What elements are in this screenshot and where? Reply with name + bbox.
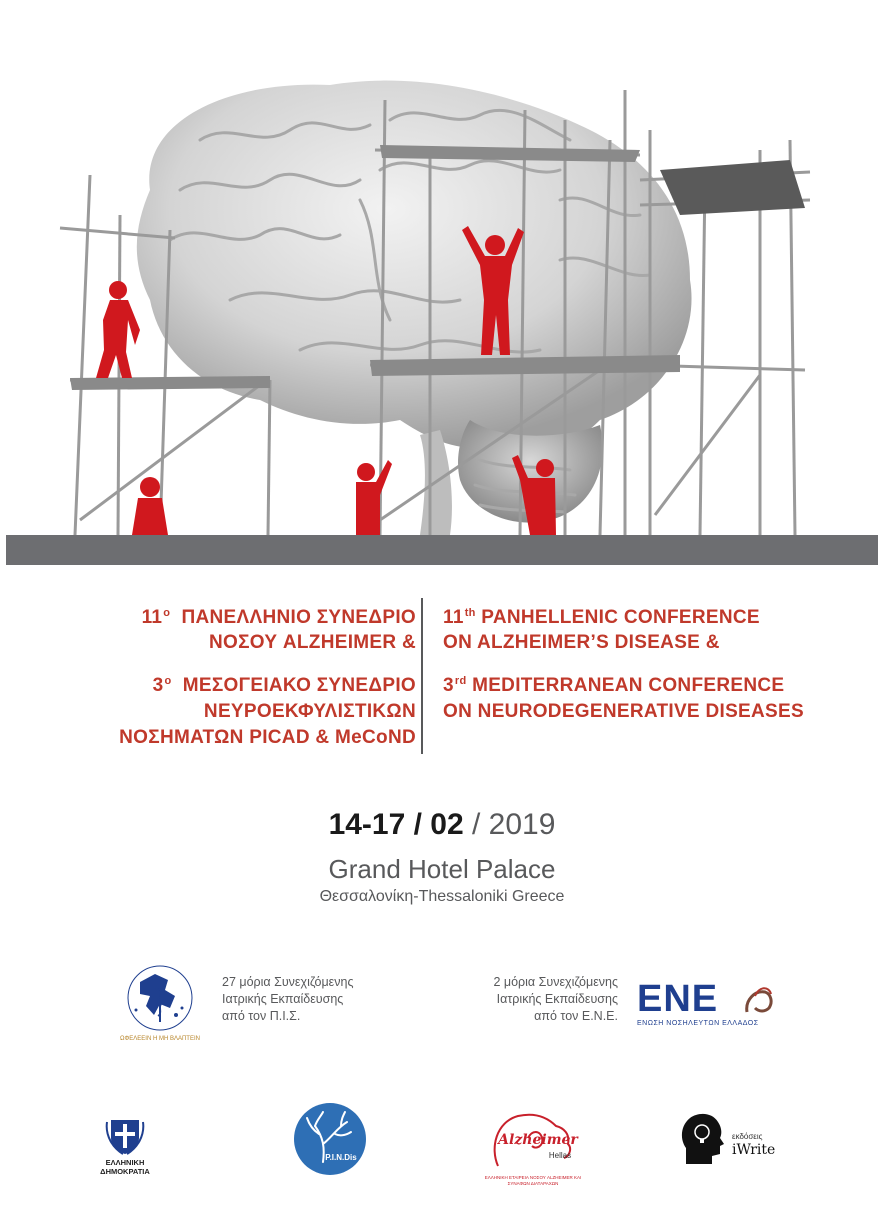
ene-emblem-icon bbox=[741, 982, 777, 1016]
red-figure bbox=[356, 460, 392, 535]
credit-pis-line: από τον Π.Ι.Σ. bbox=[222, 1009, 301, 1023]
alzheimer-tagline: ΕΛΛΗΝΙΚΗ ΕΤΑΙΡΕΙΑ ΝΟΣΟΥ ALZHEIMER ΚΑΙ ΣΥΝΑΦΩΝ ΔΙΑΤΑΡΑΧΩΝ bbox=[484, 1175, 582, 1186]
coat-of-arms-icon bbox=[105, 1112, 145, 1156]
title-divider bbox=[421, 598, 423, 754]
title-greek-line2: ΝΟΣΟΥ ALZHEIMER & bbox=[208, 632, 416, 653]
ene-logo bbox=[637, 980, 782, 1030]
iwrite-small-text: εκδόσεις bbox=[732, 1132, 763, 1141]
hellenic-republic-logo bbox=[80, 1112, 170, 1176]
title-english-line1: 11th PANHELLENIC CONFERENCE bbox=[443, 607, 760, 628]
event-dates: 14-17 / 02 bbox=[328, 808, 464, 841]
ene-full-name: ΕΝΩΣΗ ΝΟΣΗΛΕΥΤΩΝ ΕΛΛΑΔΟΣ bbox=[637, 1020, 759, 1027]
event-year: / 2019 bbox=[472, 808, 556, 841]
pindis-logo bbox=[293, 1102, 367, 1176]
alzheimer-hellas-logo bbox=[478, 1108, 588, 1186]
alzheimer-head-icon bbox=[478, 1108, 588, 1170]
title-english-line2: ON ALZHEIMER’S DISEASE & bbox=[443, 632, 720, 653]
hellenic-republic-text: ΕΛΛΗΝΙΚΗ ΔΗΜΟΚΡΑΤΙΑ bbox=[100, 1158, 150, 1176]
head-silhouette-icon bbox=[680, 1110, 724, 1166]
event-city: Θεσσαλονίκη-Thessaloniki Greece bbox=[319, 888, 565, 905]
credit-ene-line: Ιατρικής Εκπαίδευσης bbox=[496, 992, 618, 1006]
credit-pis bbox=[222, 974, 392, 1025]
title-greek-line3: $3^o$ ΜΕΣΟΓΕΙΑΚΟ ΣΥΝΕΔΡΙΟ bbox=[152, 675, 416, 696]
ene-letters: ΕΝΕ bbox=[637, 978, 719, 1020]
alzheimer-script-text: Alzheimer bbox=[498, 1132, 578, 1148]
iwrite-logo bbox=[680, 1110, 790, 1170]
credit-pis-line: Ιατρικής Εκπαίδευσης bbox=[222, 992, 344, 1006]
credit-ene-line: από τον Ε.Ν.Ε. bbox=[534, 1009, 618, 1023]
title-greek-line4: ΝΕΥΡΟΕΚΦΥΛΙΣΤΙΚΩΝ bbox=[203, 701, 416, 722]
iwrite-name-text: iWrite bbox=[732, 1142, 776, 1158]
event-venue: Grand Hotel Palace bbox=[328, 854, 556, 884]
hero-illustration bbox=[0, 0, 884, 565]
credit-pis-line: 27 μόρια Συνεχιζόμενης bbox=[222, 975, 354, 989]
title-greek-line5: ΝΟΣΗΜΑΤΩΝ PICAD & MeCoND bbox=[119, 727, 416, 748]
ground-platform bbox=[6, 535, 878, 565]
title-english-line4: ON NEURODEGENERATIVE DISEASES bbox=[443, 701, 804, 722]
credit-ene bbox=[452, 974, 618, 1025]
title-greek-line1: $11^o$ ΠΑΝΕΛΛΗΝΙΟ ΣΥΝΕΔΡΙΟ bbox=[141, 607, 416, 628]
alzheimer-hellas-text: Hellas bbox=[548, 1151, 572, 1160]
credit-ene-line: 2 μόρια Συνεχιζόμενης bbox=[493, 975, 618, 989]
pis-motto: ΩΦΕΛΕΕΙΝ Η ΜΗ ΒΛΑΠΤΕΙΝ bbox=[120, 1036, 200, 1042]
title-english-line3: 3rd MEDITERRANEAN CONFERENCE bbox=[443, 675, 785, 696]
pis-logo bbox=[110, 960, 210, 1045]
pindis-text: P.I.N.Dis bbox=[325, 1153, 357, 1162]
event-date bbox=[0, 808, 884, 842]
